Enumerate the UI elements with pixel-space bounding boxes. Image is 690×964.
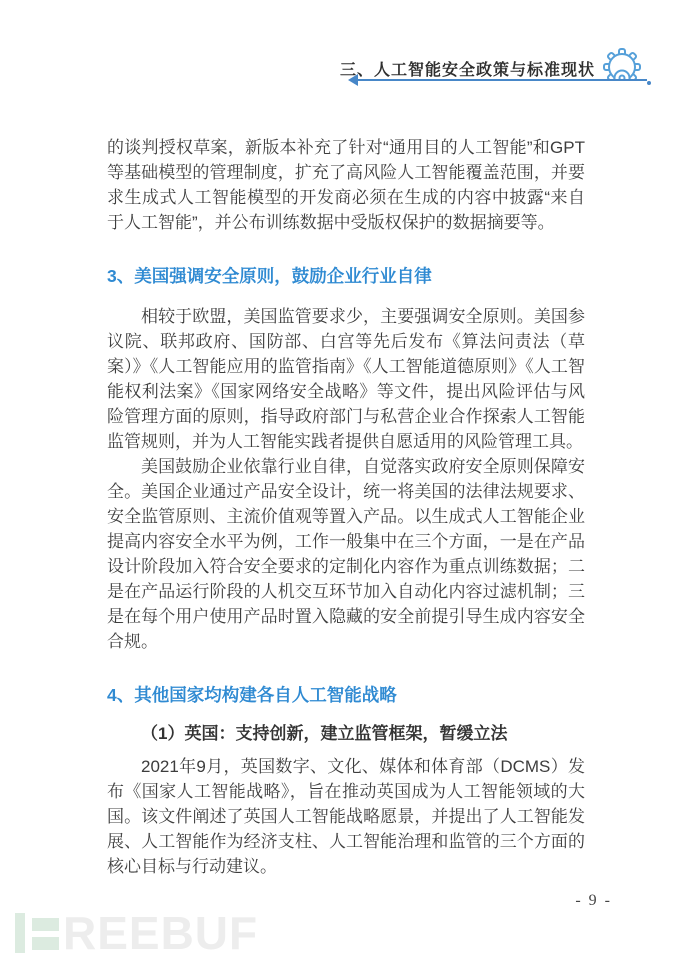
paragraph-uk-strategy: 2021年9月，英国数字、文化、媒体和体育部（DCMS）发布《国家人工智能战略》，旨在推动英国成为人工智能领域的大国。该文件阐述了英国人工智能战略愿景，并提出了人工智能发展、人工智能作为经济支柱、人工智能治理和监管的三个方面的核心目标与行动建议。 — [107, 757, 585, 876]
page-body — [107, 135, 585, 879]
paragraph-us-regulation: 相较于欧盟，美国监管要求少，主要强调安全原则。美国参议院、联邦政府、国防部、白宫等先后发布《算法问责法（草案）》《人工智能应用的监管指南》《人工智能道德原则》《人工智能权利法案》《国家网络安全战略》等文件，提出风险评估与风险管理方面的原则，指导政府部门与私营企业合作探索人工智能监管规则，并为人工智能实践者提供自愿适用的风险管理工具。 — [107, 307, 585, 451]
header-rule-end-dot — [647, 81, 651, 85]
freebuf-logo-f-icon — [32, 913, 59, 955]
paragraph-us-self-discipline: 美国鼓励企业依靠行业自律，自觉落实政府安全原则保障安全。美国企业通过产品安全设计，统一将美国的法律法规要求、安全监管原则、主流价值观等置入产品。以生成式人工智能企业提高内容安全水平为例，工作一般集中在三个方面，一是在产品设计阶段加入符合安全要求的定制化内容作为重点训练数据；二是在产品运行阶段的人机交互环节加入自动化内容过滤机制；三是在每个用户使用产品时置入隐藏的安全前提引导生成内容安全合规。 — [107, 457, 585, 651]
freebuf-watermark-text: REEBUF — [63, 907, 259, 959]
subsection-heading-uk: （1）英国：支持创新，建立监管框架，暂缓立法 — [141, 724, 508, 743]
gear-icon — [596, 43, 648, 81]
section-heading-4-other-countries: 4、其他国家均构建各自人工智能战略 — [107, 685, 397, 705]
freebuf-watermark — [15, 907, 259, 959]
freebuf-logo-bar — [15, 913, 25, 953]
paragraph-continuation: 的谈判授权草案，新版本补充了针对“通用目的人工智能”和GPT等基础模型的管理制度，扩充了高风险人工智能覆盖范围，并要求生成式人工智能模型的开发商必须在生成的内容中披露“来自于人工智能”，并公布训练数据中受版权保护的数据摘要等。 — [107, 138, 585, 232]
chapter-header-title: 三、人工智能安全政策与标准现状 — [339, 62, 595, 79]
page-number: - 9 - — [575, 892, 612, 909]
gear-center-dot — [620, 76, 625, 81]
section-heading-3-us: 3、美国强调安全原则，鼓励企业行业自律 — [107, 266, 432, 286]
